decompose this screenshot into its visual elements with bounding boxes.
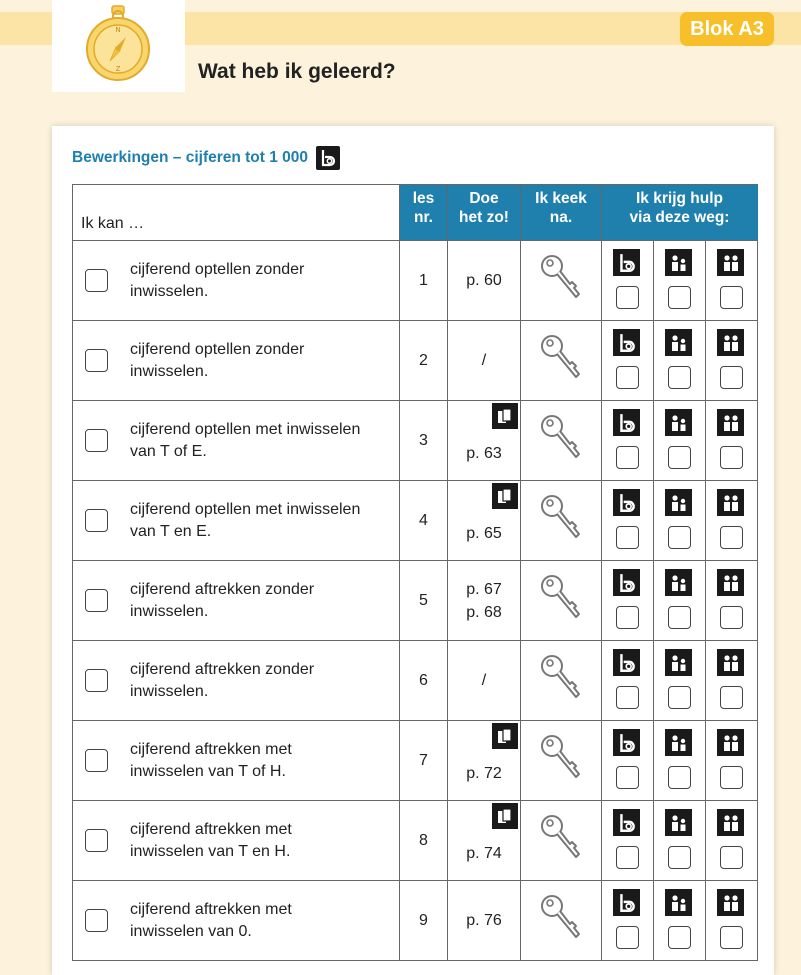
blok-badge: Blok A3 <box>680 12 774 46</box>
help-checkbox[interactable] <box>668 286 691 309</box>
help-checkbox[interactable] <box>616 926 639 949</box>
checklist-card <box>52 126 774 975</box>
key-icon <box>538 450 584 467</box>
b-book-icon <box>613 249 640 276</box>
key-icon <box>538 690 584 707</box>
help-checkbox[interactable] <box>616 366 639 389</box>
group-help-icon <box>717 889 744 916</box>
group-help-icon <box>717 569 744 596</box>
table-row <box>73 481 758 561</box>
task-text: cijferend optellen met inwisselen van T en E. <box>130 500 361 540</box>
task-text: cijferend aftrekken met inwisselen van T en H. <box>130 820 292 860</box>
page-reference: p. 72 <box>466 765 502 782</box>
help-cell <box>602 881 654 961</box>
key-icon <box>538 290 584 307</box>
help-cell <box>706 401 758 481</box>
checklist-table <box>72 184 758 961</box>
duo-help-icon <box>665 409 692 436</box>
help-checkbox[interactable] <box>720 846 743 869</box>
duo-help-icon <box>665 809 692 836</box>
group-help-icon <box>717 649 744 676</box>
duo-help-icon <box>665 889 692 916</box>
help-checkbox[interactable] <box>720 926 743 949</box>
page-reference: / <box>481 352 487 369</box>
col-header-les <box>400 185 448 241</box>
task-checkbox[interactable] <box>85 509 108 532</box>
lesson-number: 2 <box>400 321 448 401</box>
check-cell <box>521 801 602 881</box>
page-reference: p. 65 <box>466 525 502 542</box>
help-cell <box>602 561 654 641</box>
group-help-icon <box>717 329 744 356</box>
task-text: cijferend optellen zonder inwisselen. <box>130 340 305 380</box>
group-help-icon <box>717 409 744 436</box>
task-cell <box>73 241 400 321</box>
task-cell <box>73 561 400 641</box>
help-cell <box>602 641 654 721</box>
b-book-icon <box>613 489 640 516</box>
b-book-icon <box>613 809 640 836</box>
key-icon <box>538 610 584 627</box>
help-cell <box>706 801 758 881</box>
b-book-icon <box>613 889 640 916</box>
help-checkbox[interactable] <box>616 766 639 789</box>
help-checkbox[interactable] <box>668 446 691 469</box>
page-reference: p. 63 <box>466 445 502 462</box>
help-checkbox[interactable] <box>668 366 691 389</box>
help-cell <box>602 321 654 401</box>
page-reference: p. 76 <box>466 912 502 929</box>
cards-icon <box>492 723 518 749</box>
help-checkbox[interactable] <box>668 606 691 629</box>
help-cell <box>602 481 654 561</box>
help-checkbox[interactable] <box>616 846 639 869</box>
help-cell <box>706 721 758 801</box>
help-cell <box>654 321 706 401</box>
section-title-text: Bewerkingen – cijferen tot 1 000 <box>72 149 309 166</box>
check-cell <box>521 721 602 801</box>
table-row <box>73 721 758 801</box>
duo-help-icon <box>665 729 692 756</box>
col-header-hulp-text: Ik krijg hulp via deze weg: <box>629 190 730 226</box>
duo-help-icon <box>665 489 692 516</box>
help-checkbox[interactable] <box>720 766 743 789</box>
b-book-icon <box>613 329 640 356</box>
check-cell <box>521 321 602 401</box>
col-header-doe-text: Doe het zo! <box>459 190 509 226</box>
duo-help-icon <box>665 329 692 356</box>
b-book-icon <box>316 146 340 170</box>
lesson-number: 3 <box>400 401 448 481</box>
compass-icon <box>85 4 151 84</box>
help-checkbox[interactable] <box>720 286 743 309</box>
b-book-icon <box>613 729 640 756</box>
page-reference: / <box>481 672 487 689</box>
task-text: cijferend aftrekken zonder inwisselen. <box>130 580 315 620</box>
help-checkbox[interactable] <box>616 686 639 709</box>
key-icon <box>538 530 584 547</box>
lesson-number: 8 <box>400 801 448 881</box>
task-checkbox[interactable] <box>85 909 108 932</box>
task-cell <box>73 481 400 561</box>
help-cell <box>654 881 706 961</box>
check-cell <box>521 881 602 961</box>
doe-cell <box>448 401 521 481</box>
table-header-row <box>73 185 758 241</box>
page-reference: p. 74 <box>466 845 502 862</box>
help-checkbox[interactable] <box>616 526 639 549</box>
task-checkbox[interactable] <box>85 269 108 292</box>
help-checkbox[interactable] <box>720 606 743 629</box>
help-cell <box>706 561 758 641</box>
duo-help-icon <box>665 569 692 596</box>
help-cell <box>654 561 706 641</box>
cards-icon <box>492 403 518 429</box>
b-book-icon <box>613 409 640 436</box>
table-row <box>73 801 758 881</box>
help-checkbox[interactable] <box>720 446 743 469</box>
help-checkbox[interactable] <box>668 846 691 869</box>
key-icon <box>538 850 584 867</box>
cards-icon <box>492 803 518 829</box>
task-cell <box>73 721 400 801</box>
page-reference: p. 67 p. 68 <box>466 580 502 621</box>
task-cell <box>73 881 400 961</box>
task-text: cijferend optellen met inwisselen van T of E. <box>130 420 361 460</box>
help-cell <box>706 241 758 321</box>
check-cell <box>521 241 602 321</box>
group-help-icon <box>717 249 744 276</box>
group-help-icon <box>717 809 744 836</box>
col-header-hulp <box>602 185 758 241</box>
task-checkbox[interactable] <box>85 349 108 372</box>
help-checkbox[interactable] <box>668 526 691 549</box>
help-checkbox[interactable] <box>720 526 743 549</box>
check-cell <box>521 481 602 561</box>
task-checkbox[interactable] <box>85 669 108 692</box>
help-cell <box>654 641 706 721</box>
table-row <box>73 881 758 961</box>
help-cell <box>602 801 654 881</box>
table-row <box>73 641 758 721</box>
doe-cell <box>448 481 521 561</box>
page-title: Wat heb ik geleerd? <box>198 60 396 83</box>
help-cell <box>654 241 706 321</box>
check-cell <box>521 401 602 481</box>
help-cell <box>654 801 706 881</box>
task-cell <box>73 641 400 721</box>
doe-cell <box>448 561 521 641</box>
help-cell <box>654 481 706 561</box>
help-cell <box>706 641 758 721</box>
task-checkbox[interactable] <box>85 829 108 852</box>
task-text: cijferend aftrekken met inwisselen van T of H. <box>130 740 292 780</box>
key-icon <box>538 930 584 947</box>
doe-cell <box>448 881 521 961</box>
lesson-number: 9 <box>400 881 448 961</box>
col-header-doe <box>448 185 521 241</box>
help-checkbox[interactable] <box>616 606 639 629</box>
task-cell <box>73 401 400 481</box>
table-row <box>73 321 758 401</box>
help-checkbox[interactable] <box>720 366 743 389</box>
help-checkbox[interactable] <box>668 926 691 949</box>
lesson-number: 4 <box>400 481 448 561</box>
help-checkbox[interactable] <box>616 446 639 469</box>
page-reference: p. 60 <box>466 272 502 289</box>
col-header-les-text: les nr. <box>412 190 435 226</box>
b-book-icon <box>613 569 640 596</box>
table-row <box>73 561 758 641</box>
lesson-number: 5 <box>400 561 448 641</box>
lesson-number: 1 <box>400 241 448 321</box>
check-cell <box>521 641 602 721</box>
table-row <box>73 241 758 321</box>
task-cell <box>73 321 400 401</box>
task-checkbox[interactable] <box>85 589 108 612</box>
lesson-number: 6 <box>400 641 448 721</box>
col-header-keek-text: Ik keek na. <box>535 190 587 226</box>
check-cell <box>521 561 602 641</box>
svg-text:Z: Z <box>115 65 121 73</box>
logo-box <box>52 0 185 92</box>
section-title <box>72 146 340 170</box>
task-checkbox[interactable] <box>85 749 108 772</box>
duo-help-icon <box>665 649 692 676</box>
help-cell <box>706 321 758 401</box>
help-checkbox[interactable] <box>668 686 691 709</box>
doe-cell <box>448 641 521 721</box>
task-text: cijferend aftrekken met inwisselen van 0. <box>130 900 292 940</box>
doe-cell <box>448 321 521 401</box>
key-icon <box>538 770 584 787</box>
help-cell <box>654 721 706 801</box>
key-icon <box>538 370 584 387</box>
table-row <box>73 401 758 481</box>
help-cell <box>602 401 654 481</box>
cards-icon <box>492 483 518 509</box>
help-checkbox[interactable] <box>720 686 743 709</box>
col-header-task: Ik kan … <box>73 185 400 241</box>
group-help-icon <box>717 729 744 756</box>
help-cell <box>602 241 654 321</box>
help-cell <box>602 721 654 801</box>
task-checkbox[interactable] <box>85 429 108 452</box>
help-cell <box>654 401 706 481</box>
help-cell <box>706 881 758 961</box>
lesson-number: 7 <box>400 721 448 801</box>
doe-cell <box>448 721 521 801</box>
group-help-icon <box>717 489 744 516</box>
b-book-icon <box>613 649 640 676</box>
svg-text:N: N <box>115 26 121 34</box>
help-checkbox[interactable] <box>668 766 691 789</box>
doe-cell <box>448 801 521 881</box>
task-cell <box>73 801 400 881</box>
help-checkbox[interactable] <box>616 286 639 309</box>
doe-cell <box>448 241 521 321</box>
help-cell <box>706 481 758 561</box>
col-header-keek <box>521 185 602 241</box>
duo-help-icon <box>665 249 692 276</box>
task-text: cijferend aftrekken zonder inwisselen. <box>130 660 315 700</box>
task-text: cijferend optellen zonder inwisselen. <box>130 260 305 300</box>
